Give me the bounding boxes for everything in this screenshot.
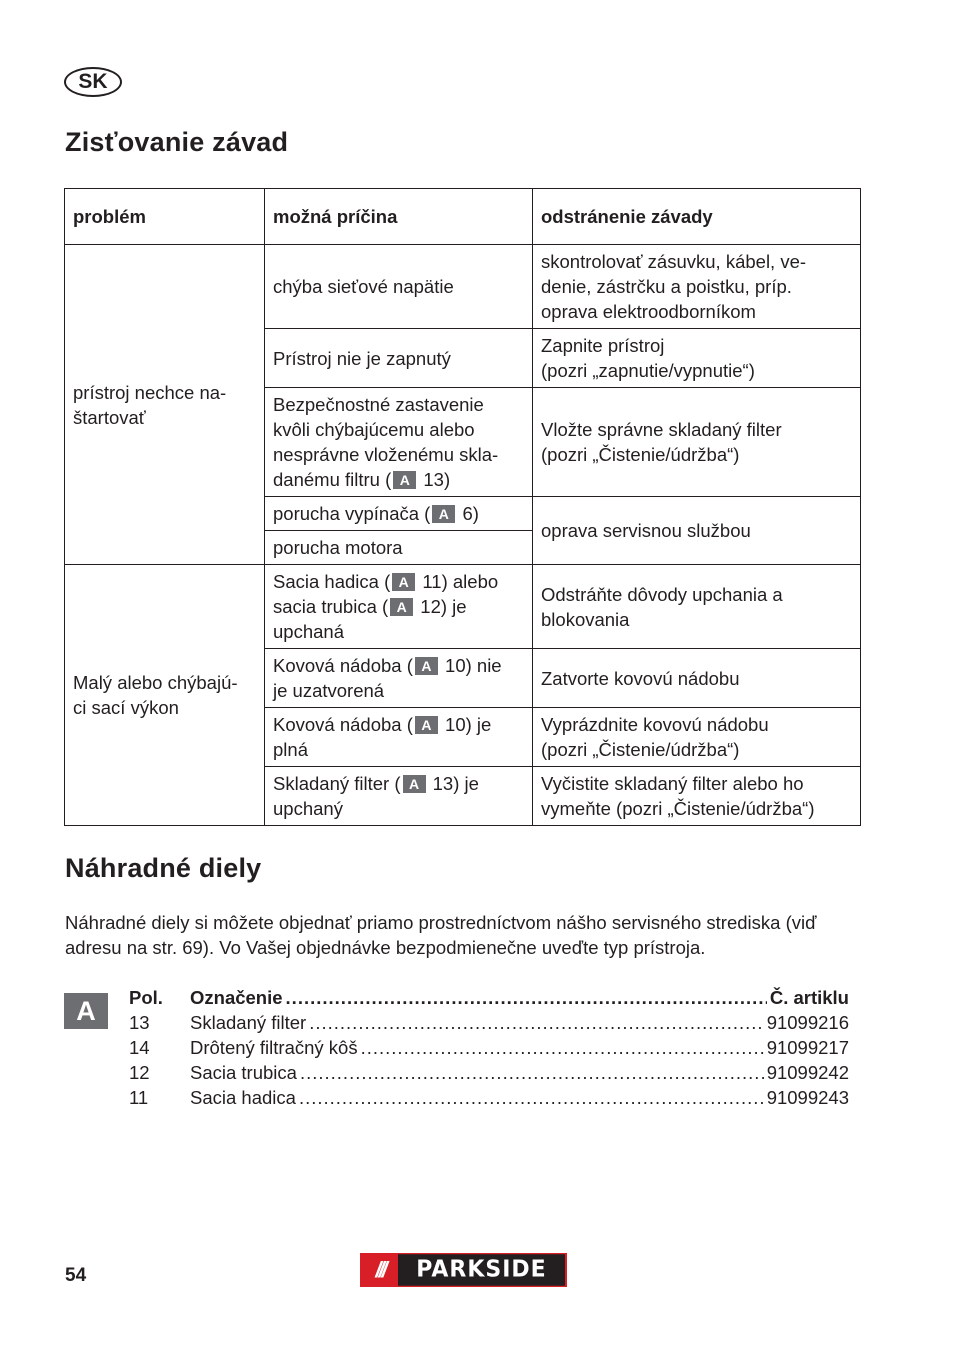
figure-a-badge: A xyxy=(64,993,108,1029)
header-problem: problém xyxy=(65,189,265,245)
parts-header-name: Označenie xyxy=(190,987,283,1008)
figure-ref-badge: A xyxy=(403,775,426,793)
problem-cell: prístroj nechce na- štartovať xyxy=(65,245,265,565)
header-cause: možná príčina xyxy=(265,189,533,245)
figure-ref-badge: A xyxy=(390,598,413,616)
remedy-cell: Vložte správne skladaný filter (pozri „Čistenie/údržba“) xyxy=(533,388,861,497)
remedy-cell: oprava servisnou službou xyxy=(533,497,861,565)
page-number: 54 xyxy=(65,1265,87,1286)
cause-cell: Prístroj nie je zapnutý xyxy=(265,329,533,388)
remedy-cell: Zapnite prístroj (pozri „zapnutie/vypnutie“) xyxy=(533,329,861,388)
parts-header-article: Č. artiklu xyxy=(769,987,849,1008)
cause-cell: chýba sieťové napätie xyxy=(265,245,533,329)
list-item xyxy=(129,1010,849,1035)
part-pos: 11 xyxy=(129,1087,149,1108)
remedy-cell: Zatvorte kovovú nádobu xyxy=(533,649,861,708)
cause-cell: porucha vypínača ( A 6) xyxy=(265,497,533,531)
cause-cell: Sacia hadica ( A 11) alebo sacia trubica ( A 12) je upchaná xyxy=(265,565,533,649)
cause-cell: porucha motora xyxy=(265,531,533,565)
part-article: 91099242 xyxy=(766,1062,849,1083)
figure-ref-badge: A xyxy=(392,573,415,591)
part-pos: 12 xyxy=(129,1062,150,1083)
parts-header-pos: Pol. xyxy=(129,987,163,1008)
spare-parts-list xyxy=(129,985,849,1110)
table-row xyxy=(65,565,861,649)
table-header-row xyxy=(65,189,861,245)
logo-stripes: /// xyxy=(362,1255,398,1285)
parkside-logo xyxy=(360,1253,567,1287)
parts-header-row xyxy=(129,985,849,1010)
dot-leader xyxy=(309,1010,763,1035)
remedy-cell: Odstráňte dôvody upchania a blokovania xyxy=(533,565,861,649)
figure-ref-badge: A xyxy=(415,657,438,675)
spare-parts-intro: Náhradné diely si môžete objednať priamo prostredníctvom nášho servisného strediska (viď adresu na str. 69). Vo Vašej objednávke bezpodmienečne uveďte typ prístroja. xyxy=(65,912,817,958)
dot-leader xyxy=(300,1060,764,1085)
problem-cell: Malý alebo chýbajú- ci sací výkon xyxy=(65,565,265,826)
part-name: Sacia hadica xyxy=(190,1087,296,1108)
part-name: Skladaný filter xyxy=(190,1012,307,1033)
table-row xyxy=(65,245,861,329)
remedy-cell: Vyprázdnite kovovú nádobu (pozri „Čistenie/údržba“) xyxy=(533,708,861,767)
dot-leader xyxy=(286,985,767,1010)
cause-cell: Kovová nádoba ( A 10) je plná xyxy=(265,708,533,767)
list-item xyxy=(129,1035,849,1060)
header-remedy: odstránenie závady xyxy=(533,189,861,245)
part-article: 91099216 xyxy=(766,1012,849,1033)
part-pos: 13 xyxy=(129,1012,150,1033)
logo-wordmark: PARKSIDE xyxy=(398,1254,565,1286)
remedy-cell: Vyčistite skladaný filter alebo ho vymeňte (pozri „Čistenie/údržba“) xyxy=(533,767,861,826)
part-article: 91099217 xyxy=(766,1037,849,1058)
figure-ref-badge: A xyxy=(415,716,438,734)
list-item xyxy=(129,1085,849,1110)
dot-leader xyxy=(361,1035,764,1060)
figure-ref-badge: A xyxy=(432,505,455,523)
cause-cell: Kovová nádoba ( A 10) nie je uzatvorená xyxy=(265,649,533,708)
spare-parts-title: Náhradné diely xyxy=(65,853,262,883)
cause-cell: Skladaný filter ( A 13) je upchaný xyxy=(265,767,533,826)
troubleshooting-table xyxy=(64,188,861,826)
remedy-cell: skontrolovať zásuvku, kábel, ve- denie, zástrčku a poistku, príp. oprava elektroodborníkom xyxy=(533,245,861,329)
language-badge: SK xyxy=(64,67,122,97)
part-name: Drôtený filtračný kôš xyxy=(190,1037,358,1058)
part-pos: 14 xyxy=(129,1037,150,1058)
troubleshooting-title: Zisťovanie závad xyxy=(65,127,289,157)
dot-leader xyxy=(299,1085,764,1110)
figure-ref-badge: A xyxy=(393,471,416,489)
part-article: 91099243 xyxy=(766,1087,849,1108)
part-name: Sacia trubica xyxy=(190,1062,297,1083)
list-item xyxy=(129,1060,849,1085)
cause-cell: Bezpečnostné zastavenie kvôli chýbajúcemu alebo nesprávne vloženému skla- danému filtru ( A 13) xyxy=(265,388,533,497)
